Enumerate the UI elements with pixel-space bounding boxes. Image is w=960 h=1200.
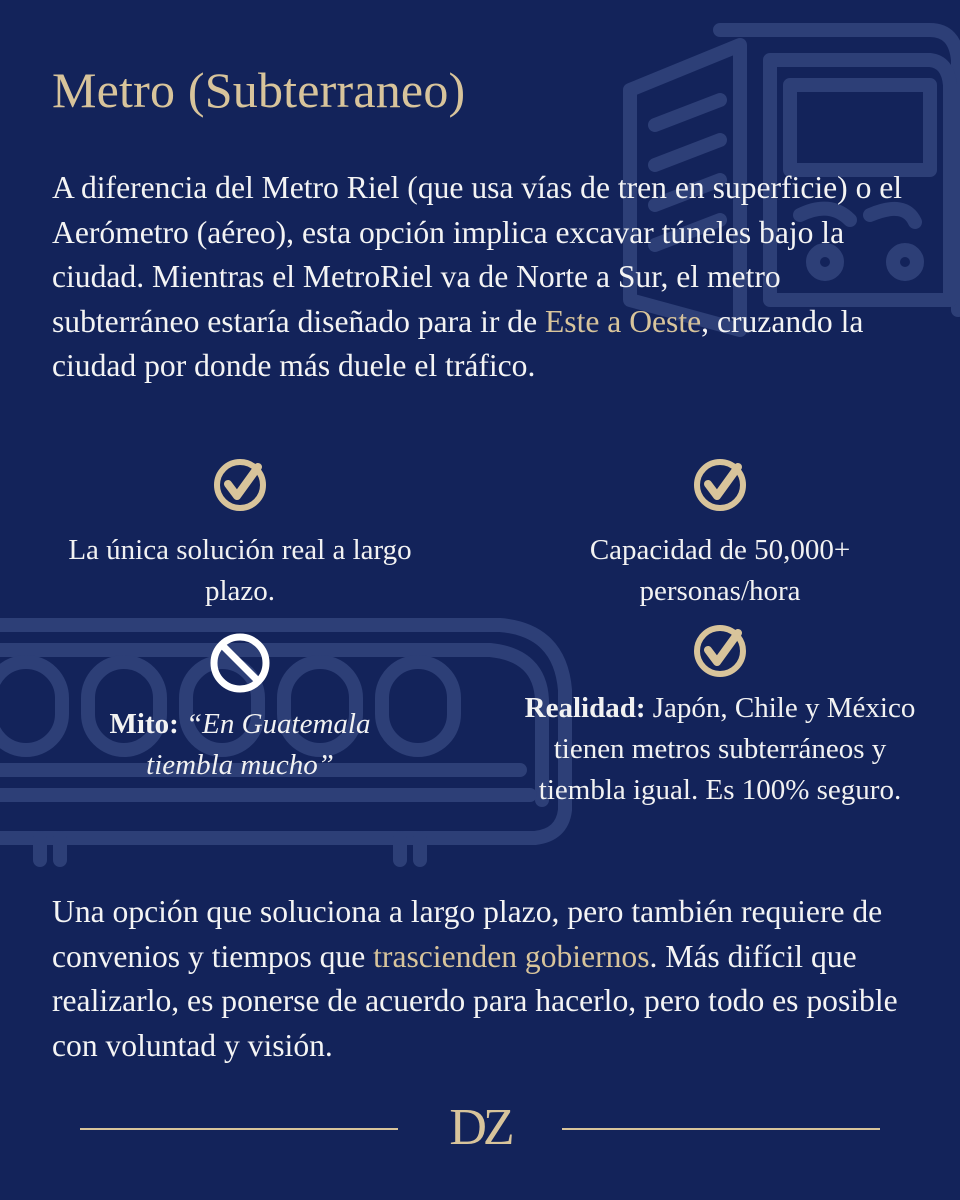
check-circle-icon [691, 456, 749, 514]
benefit-long-term [40, 456, 440, 612]
closing-text-start: Una opción que soluciona a largo plazo, pero también requiere de convenios y tiempos que [52, 894, 883, 974]
reality-label: Realidad: [524, 692, 646, 724]
intro-paragraph [52, 166, 912, 389]
closing-highlight: trascienden gobiernos [373, 938, 650, 974]
myth-text-block [80, 704, 400, 786]
check-circle-icon [211, 456, 269, 514]
no-symbol-icon [209, 632, 271, 694]
check-circle-icon [691, 622, 749, 680]
myth-label: Mito: [109, 708, 179, 740]
page-title: Metro (Subterraneo) [52, 62, 466, 118]
myth-earthquakes [80, 632, 400, 786]
benefit-capacity [520, 456, 920, 612]
footer-divider-left [80, 1128, 398, 1130]
benefit-long-term-text: La única solución real a largo plazo. [68, 534, 412, 607]
closing-text-end: . Más difícil que realizarlo, es ponerse de acuerdo para hacerlo, pero todo es posible con voluntad y visión. [52, 938, 898, 1063]
myth-text: “En Guatemala tiembla mucho” [146, 708, 371, 781]
reality-text-block [520, 688, 920, 811]
intro-text-start: A diferencia del Metro Riel (que usa vías de tren en superficie) o el Aerómetro (aéreo), esta opción implica excavar túneles bajo la ciudad. Mientras el MetroRiel va de Norte a Sur, el metro subterráneo estaría diseñado para ir de [52, 170, 903, 339]
reality-text: Japón, Chile y México tienen metros subterráneos y tiembla igual. Es 100% seguro. [538, 692, 916, 806]
footer-divider-right [562, 1128, 880, 1130]
reality-safe [520, 622, 920, 811]
intro-highlight: Este a Oeste [545, 303, 702, 339]
benefit-capacity-text: Capacidad de 50,000+ personas/hora [589, 534, 851, 607]
dz-logo: DZ [449, 1099, 511, 1156]
intro-text-end: , cruzando la ciudad por donde más duele el tráfico. [52, 303, 864, 384]
closing-paragraph [52, 890, 912, 1068]
